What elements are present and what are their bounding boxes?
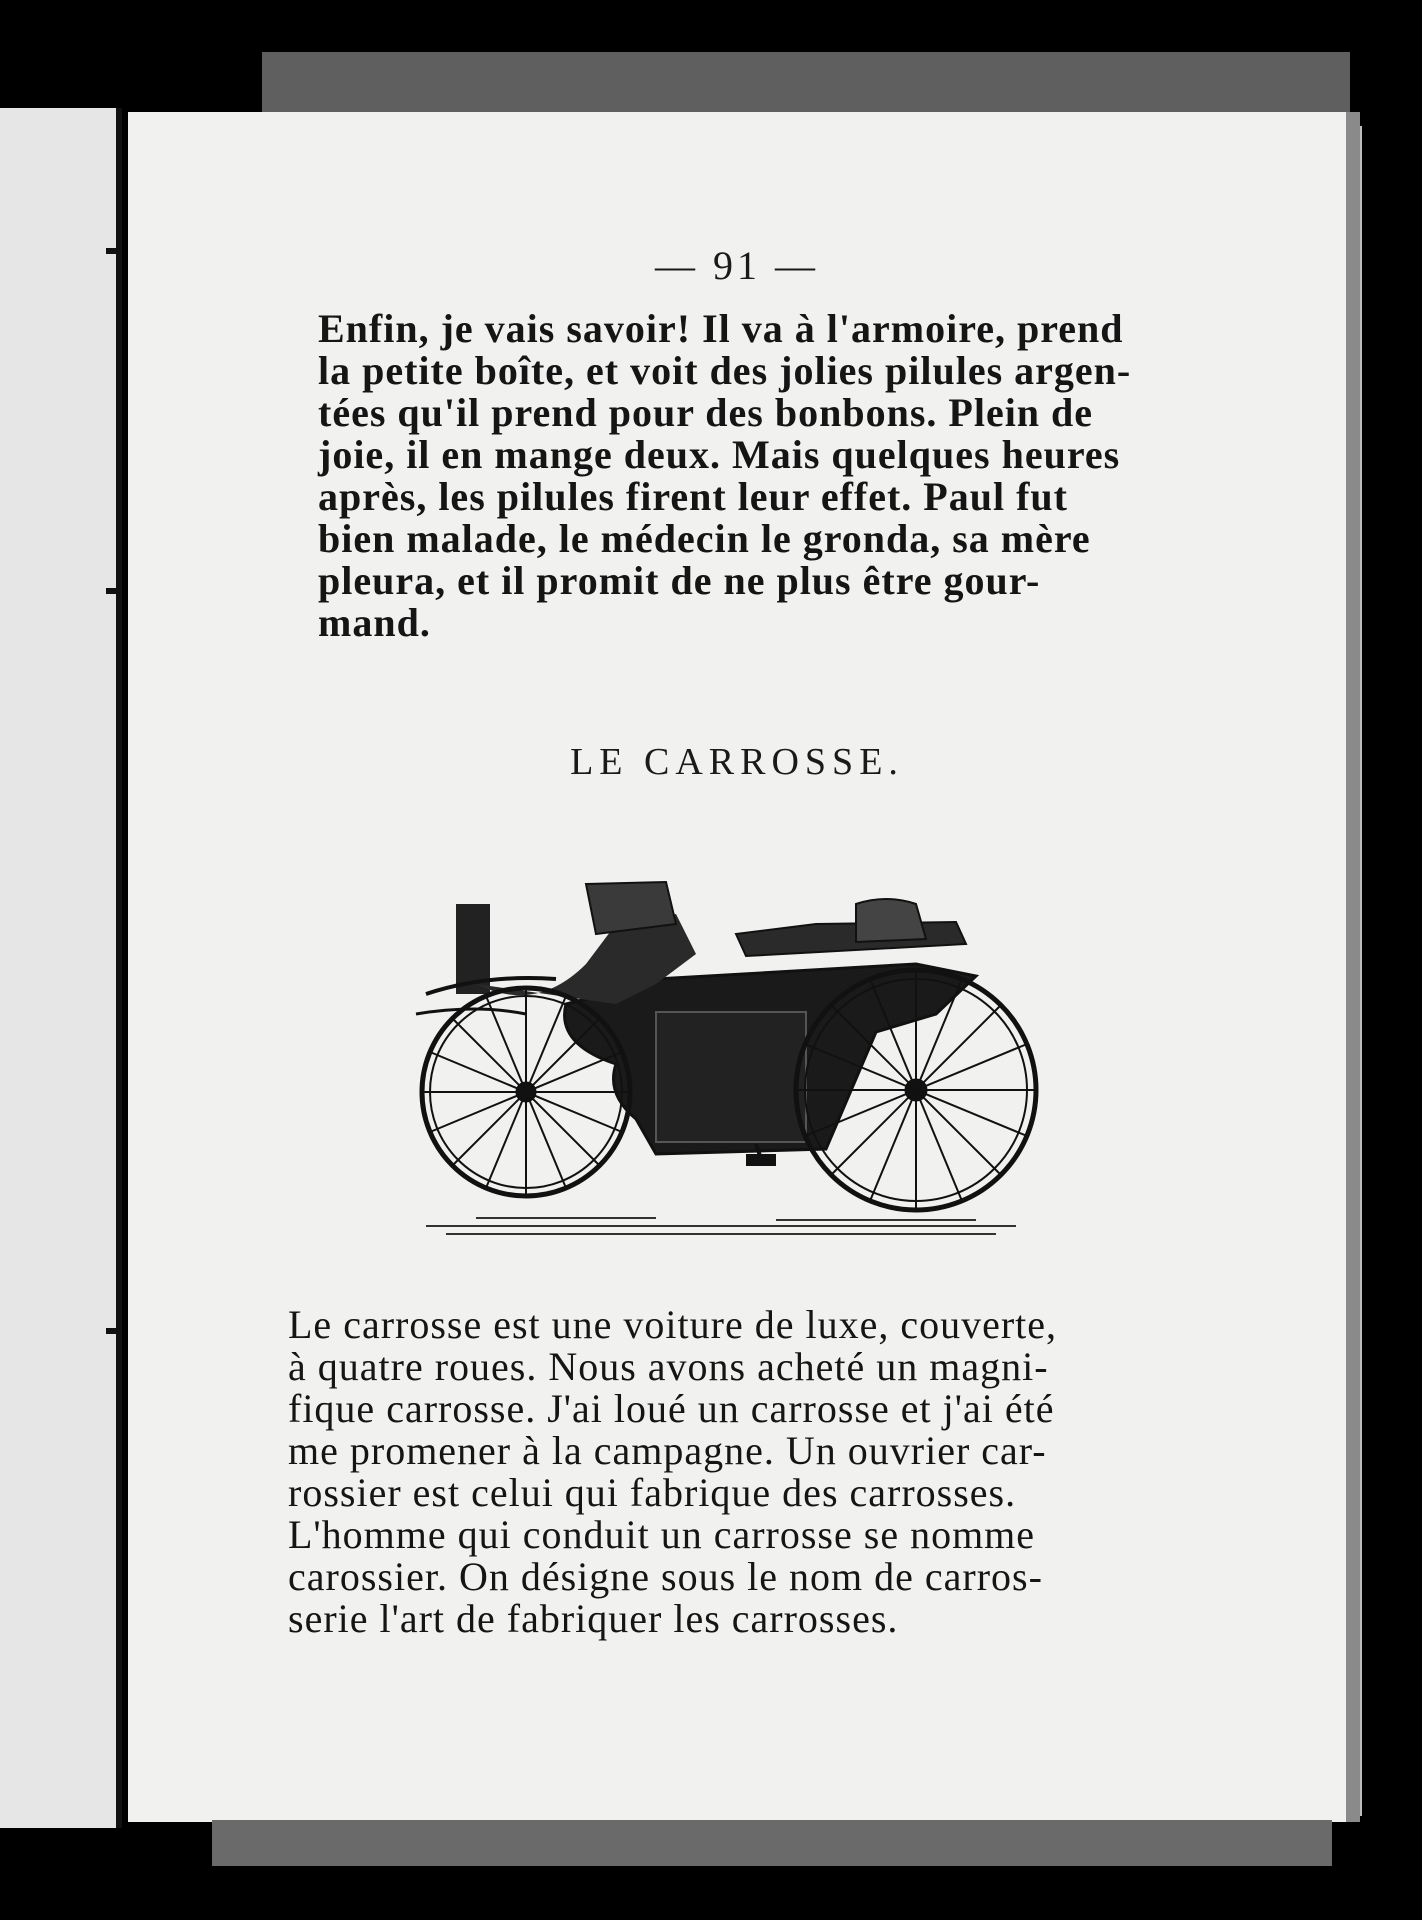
- film-strip-bottom: [212, 1820, 1332, 1866]
- text-line: fique carrosse. J'ai loué un carrosse et j'ai été: [288, 1386, 1055, 1431]
- text-line: L'homme qui conduit un carrosse se nomme: [288, 1512, 1036, 1557]
- page-mark: [106, 1328, 120, 1334]
- text-line: mand.: [318, 600, 431, 645]
- page-number: — 91 —: [655, 243, 819, 288]
- text-line: Le carrosse est une voiture de luxe, couverte,: [288, 1302, 1058, 1347]
- page-mark: [106, 588, 120, 594]
- carriage-illustration: [356, 864, 1080, 1264]
- text-line: après, les pilules firent leur effet. Paul fut: [318, 474, 1068, 519]
- book-page: [128, 112, 1360, 1822]
- text-line: serie l'art de fabriquer les carrosses.: [288, 1596, 899, 1641]
- text-line: tées qu'il prend pour des bonbons. Plein de: [318, 390, 1094, 435]
- text-line: à quatre roues. Nous avons acheté un magni-: [288, 1344, 1049, 1389]
- paragraph-2: [288, 1304, 1158, 1640]
- text-line: pleura, et il promit de ne plus être gour-: [318, 558, 1041, 603]
- paragraph-1: [318, 308, 1158, 644]
- text-line: rossier est celui qui fabrique des carrosses.: [288, 1470, 1017, 1515]
- section-heading: LE CARROSSE.: [570, 741, 904, 783]
- page-mark: [106, 248, 120, 254]
- facing-page-edge: [0, 108, 122, 1828]
- text-line: me promener à la campagne. Un ouvrier car-: [288, 1428, 1047, 1473]
- text-line: la petite boîte, et voit des jolies pilules argen-: [318, 348, 1132, 393]
- text-line: carossier. On désigne sous le nom de carros-: [288, 1554, 1043, 1599]
- text-line: bien malade, le médecin le gronda, sa mère: [318, 516, 1091, 561]
- text-line: Enfin, je vais savoir! Il va à l'armoire, prend: [318, 306, 1124, 351]
- text-line: joie, il en mange deux. Mais quelques heures: [318, 432, 1121, 477]
